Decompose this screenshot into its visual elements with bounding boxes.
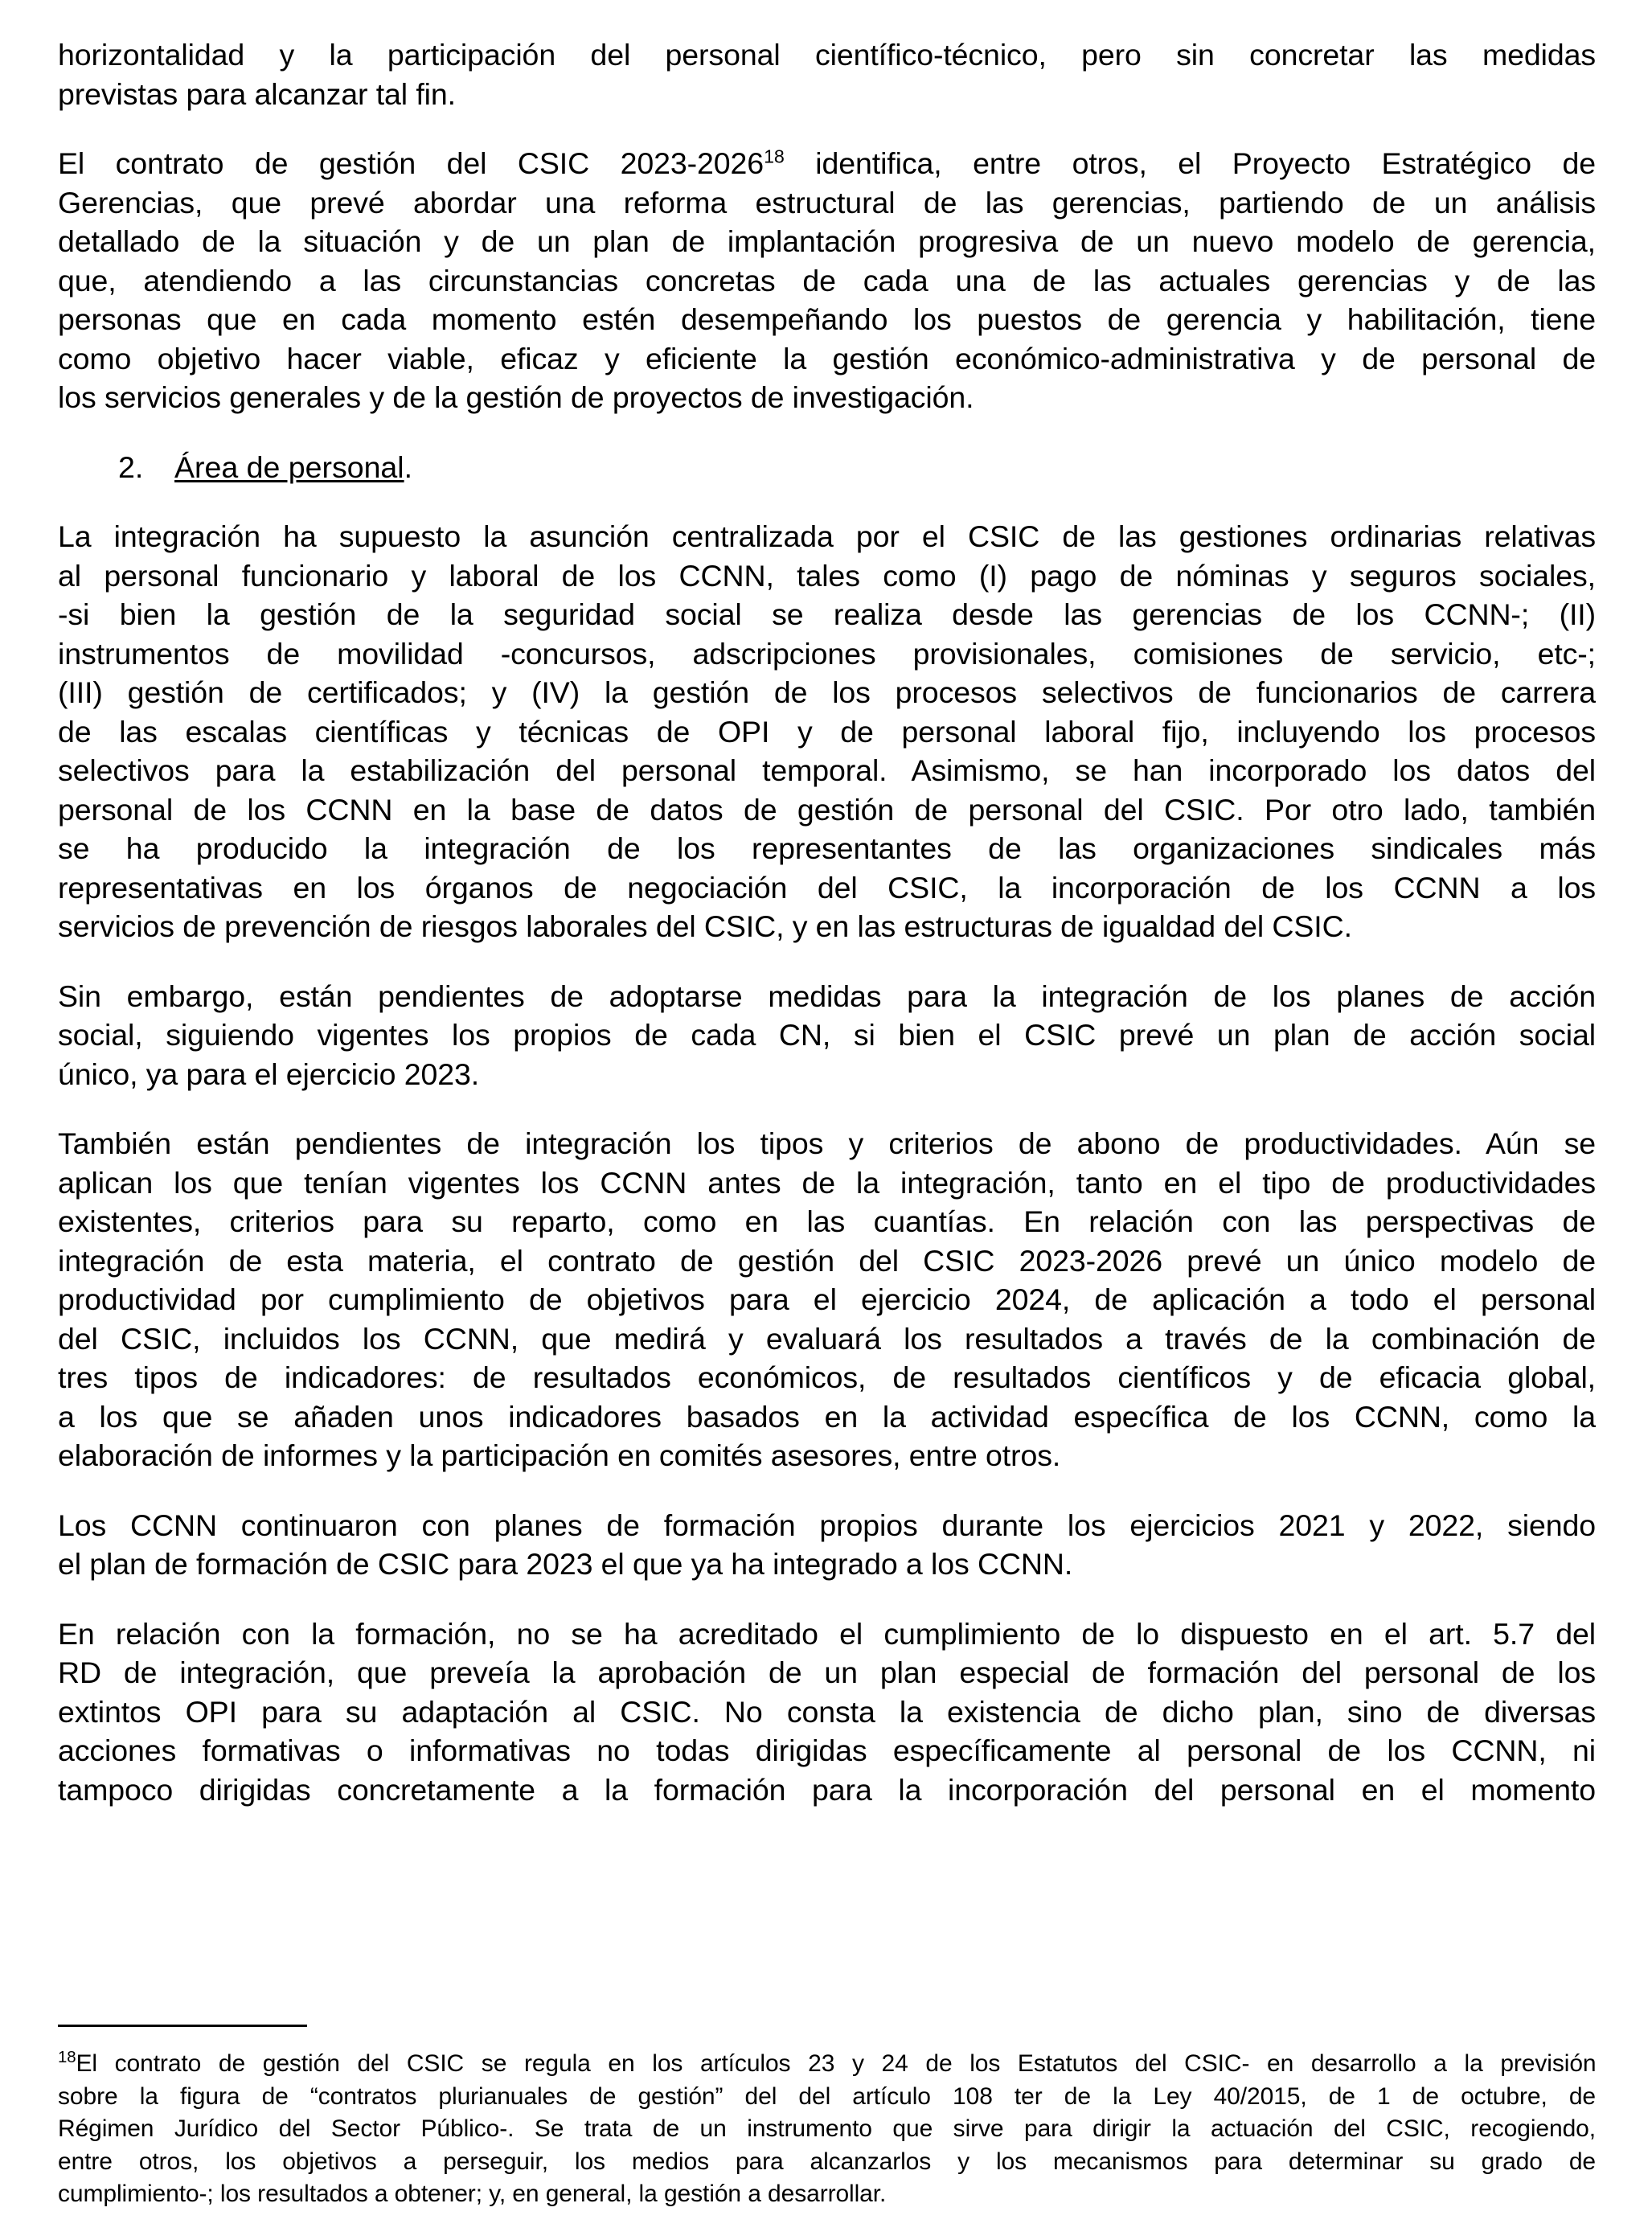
text-line: detallado de la situación y de un plan de implantación progresiva de un nuevo modelo de gerencia, [58,224,1596,258]
text-line: personas que en cada momento estén desempeñando los puestos de gerencia y habilitación, tiene [58,302,1596,336]
footnote-line-text: El contrato de gestión del CSIC se regula en los artículos 23 y 24 de los Estatutos del CSIC- en desarrollo a la previsión [76,2050,1597,2077]
text-line: existentes, criterios para su reparto, como en las cuantías. En relación con las perspectivas de [58,1204,1596,1238]
text-line: se ha producido la integración de los representantes de las organizaciones sindicales más [58,831,1596,865]
text-line: el plan de formación de CSIC para 2023 el que ya ha integrado a los CCNN. [58,1547,1073,1581]
footnote-line-first [58,2048,1596,2081]
footnote-18 [58,2048,1596,2211]
text-line: a los que se añaden unos indicadores basados en la actividad específica de los CCNN, como la [58,1399,1596,1434]
list-item-area-de-personal [58,448,1596,487]
text-line: personal de los CCNN en la base de datos de gestión de personal del CSIC. Por otro lado, también [58,792,1596,827]
text-line: como objetivo hacer viable, eficaz y eficiente la gestión económico-administrativa y de personal de [58,341,1596,375]
text-line: acciones formativas o informativas no todas dirigidas específicamente al personal de los CCNN, ni [58,1733,1596,1767]
paragraph-2 [58,144,1596,417]
numbered-list [58,448,1596,487]
paragraph-1 [58,35,1596,113]
text-line: al personal funcionario y laboral de los CCNN, tales como (I) pago de nóminas y seguros sociales, [58,558,1596,593]
footnote-separator-rule [58,2025,307,2027]
footnote-number[interactable]: 18 [58,2049,76,2066]
footnote-line: entre otros, los objetivos a perseguir, los medios para alcanzarlos y los mecanismos para determinar su grado de [58,2148,1596,2175]
text-line: de las escalas científicas y técnicas de OPI y de personal laboral fijo, incluyendo los procesos [58,714,1596,749]
text-line: La integración ha supuesto la asunción centralizada por el CSIC de las gestiones ordinarias relativas [58,519,1596,553]
text-line: productividad por cumplimiento de objetivos para el ejercicio 2024, de aplicación a todo el personal [58,1282,1596,1316]
text-line: previstas para alcanzar tal fin. [58,76,456,111]
paragraph-7 [58,1615,1596,1810]
text-line: los servicios generales y de la gestión de proyectos de investigación. [58,380,974,414]
paragraph-6 [58,1506,1596,1584]
text-line: elaboración de informes y la participación en comités asesores, entre otros. [58,1438,1061,1472]
list-item-heading-underlined: Área de personal [174,449,404,484]
list-item-trailing-punctuation: . [404,449,413,484]
paragraph-3 [58,517,1596,946]
text-line: que, atendiendo a las circunstancias concretas de cada una de las actuales gerencias y de las [58,263,1596,297]
text-line: integración de esta materia, el contrato de gestión del CSIC 2023-2026 prevé un único modelo de [58,1243,1596,1278]
footnote-reference-marker[interactable]: 18 [764,146,785,167]
text-line: extintos OPI para su adaptación al CSIC. No consta la existencia de dicho plan, sino de diversas [58,1694,1596,1729]
paragraph-5 [58,1124,1596,1475]
footnote-line: sobre la figura de “contratos plurianuales de gestión” del del artículo 108 ter de la Ley 40/2015, de 1 de octubre, de [58,2082,1596,2110]
text-line: aplican los que tenían vigentes los CCNN antes de la integración, tanto en el tipo de productividades [58,1165,1596,1200]
text-line: Gerencias, que prevé abordar una reforma estructural de las gerencias, partiendo de un análisis [58,185,1596,220]
footnote-area [58,2025,1596,2211]
text-line: -si bien la gestión de la seguridad social se realiza desde las gerencias de los CCNN-; (II) [58,597,1596,631]
list-item-marker: 2. [118,449,144,484]
line-text-part-b: identifica, entre otros, el Proyecto Estratégico de [784,146,1597,180]
text-line: del CSIC, incluidos los CCNN, que medirá y evaluará los resultados a través de la combinación de [58,1321,1596,1356]
text-line: RD de integración, que preveía la aprobación de un plan especial de formación del personal de los [58,1656,1596,1689]
text-line: Sin embargo, están pendientes de adoptarse medidas para la integración de los planes de acción [58,979,1596,1013]
text-line: selectivos para la estabilización del personal temporal. Asimismo, se han incorporado los datos del [58,753,1596,787]
line-text-part-a: El contrato de gestión del CSIC 2023-2026 [58,146,765,180]
text-line: tampoco dirigidas concretamente a la formación para la incorporación del personal en el momento [58,1772,1596,1807]
text-line: Los CCNN continuaron con planes de formación propios durante los ejercicios 2021 y 2022, siendo [58,1508,1596,1542]
text-line: También están pendientes de integración los tipos y criterios de abono de productividades. Aún se [58,1126,1596,1160]
text-line: En relación con la formación, no se ha acreditado el cumplimiento de lo dispuesto en el art. 5.7 del [58,1616,1596,1651]
text-line: horizontalidad y la participación del personal científico-técnico, pero sin concretar las medidas [58,38,1596,72]
text-line: tres tipos de indicadores: de resultados económicos, de resultados científicos y de eficacia global, [58,1360,1596,1394]
text-line: representativas en los órganos de negociación del CSIC, la incorporación de los CCNN a los [58,870,1596,905]
text-line: social, siguiendo vigentes los propios de cada CN, si bien el CSIC prevé un plan de acción social [58,1018,1596,1052]
footnote-line: Régimen Jurídico del Sector Público-. Se trata de un instrumento que sirve para dirigir la actuación del CSIC, recogiendo, [58,2115,1596,2142]
page-body-content [58,35,1596,1809]
text-line: (III) gestión de certificados; y (IV) la gestión de los procesos selectivos de funcionarios de carrera [58,675,1596,709]
footnote-line: cumplimiento-; los resultados a obtener; y, en general, la gestión a desarrollar. [58,2181,887,2207]
paragraph-4 [58,977,1596,1094]
text-line: único, ya para el ejercicio 2023. [58,1057,480,1091]
text-line-with-footnote-ref [58,144,1596,183]
text-line: instrumentos de movilidad -concursos, adscripciones provisionales, comisiones de servicio, etc-; [58,636,1596,671]
text-line: servicios de prevención de riesgos laborales del CSIC, y en las estructuras de igualdad del CSIC. [58,909,1352,943]
